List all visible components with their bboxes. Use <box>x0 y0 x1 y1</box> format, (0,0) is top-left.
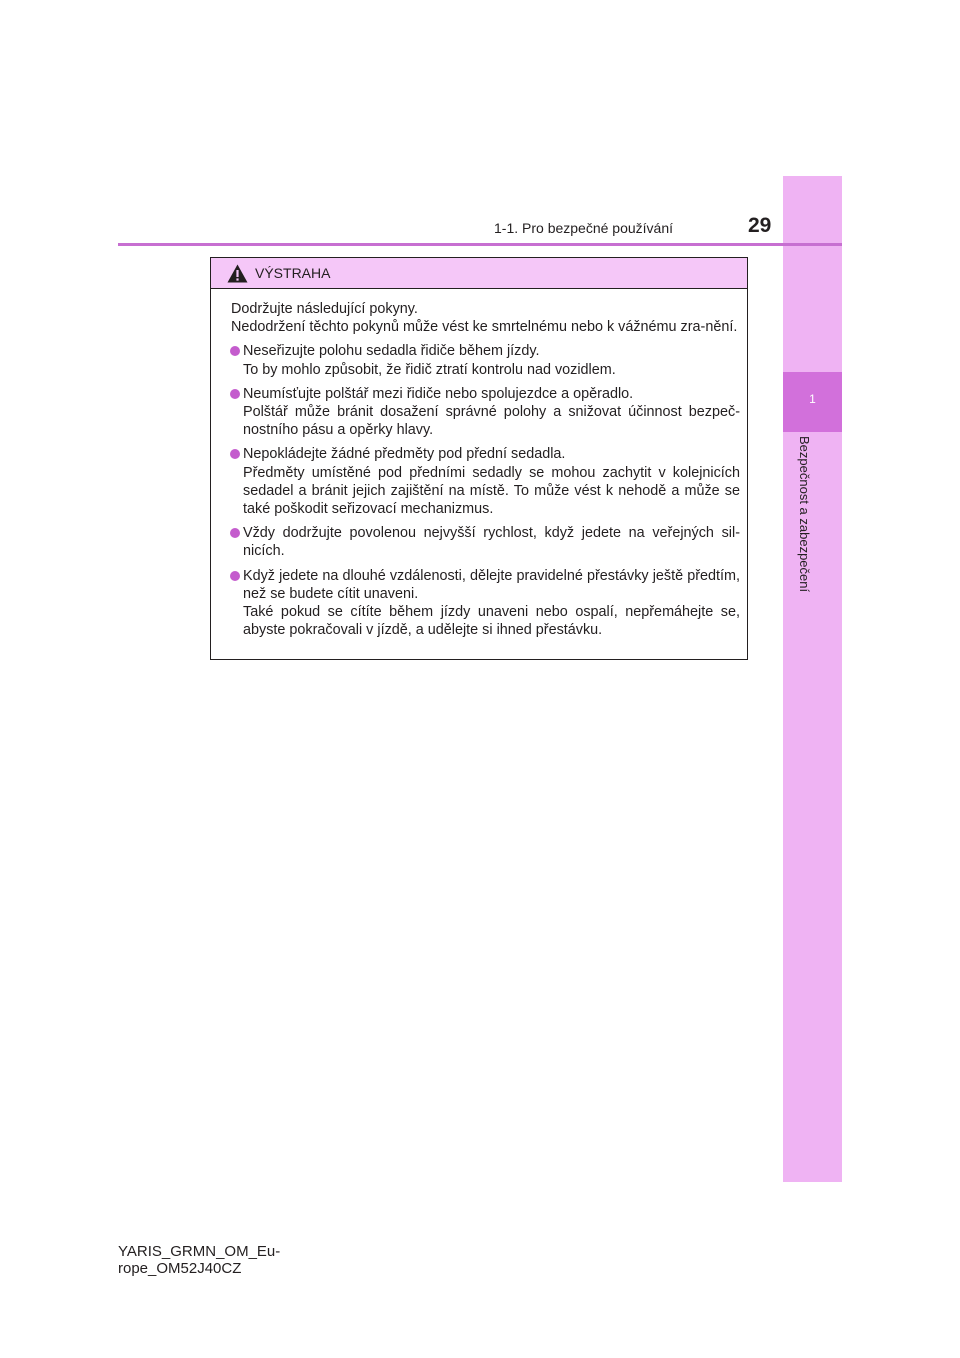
chapter-number: 1 <box>809 392 816 406</box>
item-text: Polštář může bránit dosažení správné polohy a snižovat účinnost bezpeč-nostního pásu a opěrky hlavy. <box>243 404 740 439</box>
chapter-title: Bezpečnost a zabezpečení <box>797 436 812 593</box>
list-item <box>231 385 740 440</box>
intro-line: Nedodržení těchto pokynů může vést ke smrtelnému nebo k vážnému zra-nění. <box>231 319 738 336</box>
bullet-icon <box>230 528 240 538</box>
warning-header <box>211 258 747 289</box>
bullet-icon <box>230 389 240 399</box>
warning-body <box>211 289 747 639</box>
warning-box <box>210 257 748 660</box>
item-text: Předměty umístěné pod předními sedadly se mohou zachytit v kolejnicích sedadel a bránit jejich zajištění na místě. To může vést k nehodě a může se také poškodit seřizovací mechanizmus. <box>243 464 740 518</box>
item-heading: Neseřizujte polohu sedadla řidiče během jízdy. <box>243 343 540 360</box>
item-heading: Nepokládejte žádné předměty pod přední sedadla. <box>243 446 566 463</box>
list-item <box>231 524 740 560</box>
warning-triangle-icon <box>227 264 248 283</box>
bullet-icon <box>230 571 240 581</box>
bullet-icon <box>230 449 240 459</box>
page-number: 29 <box>748 214 772 237</box>
intro-line: Dodržujte následující pokyny. <box>231 301 418 317</box>
bullet-icon <box>230 346 240 356</box>
list-item <box>231 567 740 640</box>
item-text: To by mohlo způsobit, že řidič ztratí kontrolu nad vozidlem. <box>243 361 616 378</box>
section-title: 1-1. Pro bezpečné používání <box>494 220 674 236</box>
warning-title: VÝSTRAHA <box>255 265 331 281</box>
header-rule <box>118 243 842 246</box>
item-heading: Vždy dodržujte povolenou nejvyšší rychlost, když jedete na veřejných sil-nicích. <box>243 525 740 560</box>
footer-line: YARIS_GRMN_OM_Eu- <box>118 1243 281 1260</box>
item-text: Také pokud se cítíte během jízdy unaveni nebo ospalí, nepřemáhejte se, abyste pokračovali v jízdě, a udělejte si ihned přestávku. <box>243 604 740 639</box>
document-code <box>118 1243 280 1277</box>
list-item <box>231 445 740 518</box>
item-heading: Když jedete na dlouhé vzdálenosti, dělejte pravidelné přestávky ještě předtím, než se budete cítit unaveni. <box>243 567 740 602</box>
item-heading: Neumísťujte polštář mezi řidiče nebo spolujezdce a opěradlo. <box>243 385 634 402</box>
list-item <box>231 342 740 378</box>
side-chapter-tab <box>783 176 842 1182</box>
footer-line: rope_OM52J40CZ <box>118 1260 242 1277</box>
warning-intro <box>231 300 740 336</box>
